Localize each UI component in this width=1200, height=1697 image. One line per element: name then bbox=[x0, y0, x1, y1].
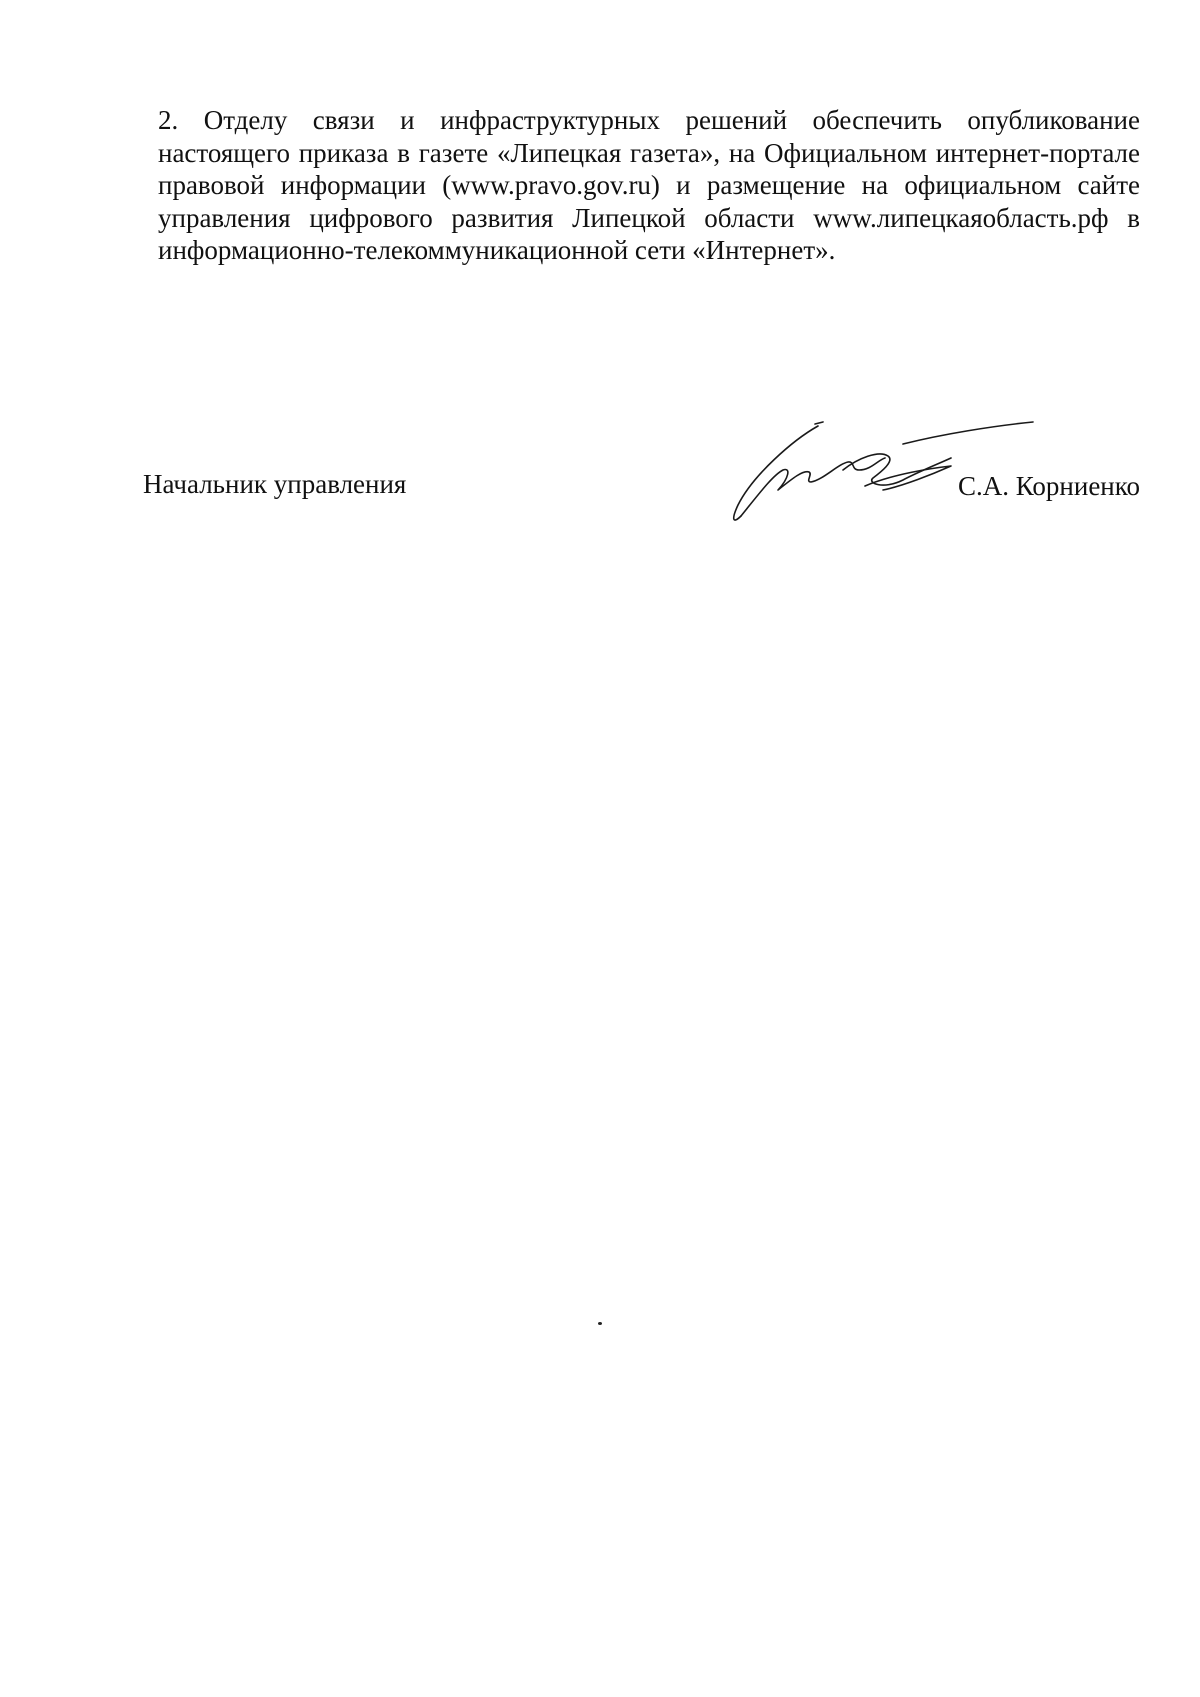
signatory-name: С.А. Корниенко bbox=[958, 471, 1140, 501]
order-paragraph-2: 2. Отделу связи и инфраструктурных решений обеспечить опубликование настоящего приказа в газете «Липецкая газета», на Официальном интернет-портале правовой информации (www.pravo.gov.ru) и размещение на официальном сайте управления цифрового развития Липецкой области www.липецкаяобласть.рф в информационно-телекоммуникационной сети «Интернет». bbox=[158, 105, 1140, 265]
scan-speck bbox=[598, 1322, 602, 1325]
position-title: Начальник управления bbox=[143, 469, 407, 499]
signature-block bbox=[143, 420, 1140, 540]
